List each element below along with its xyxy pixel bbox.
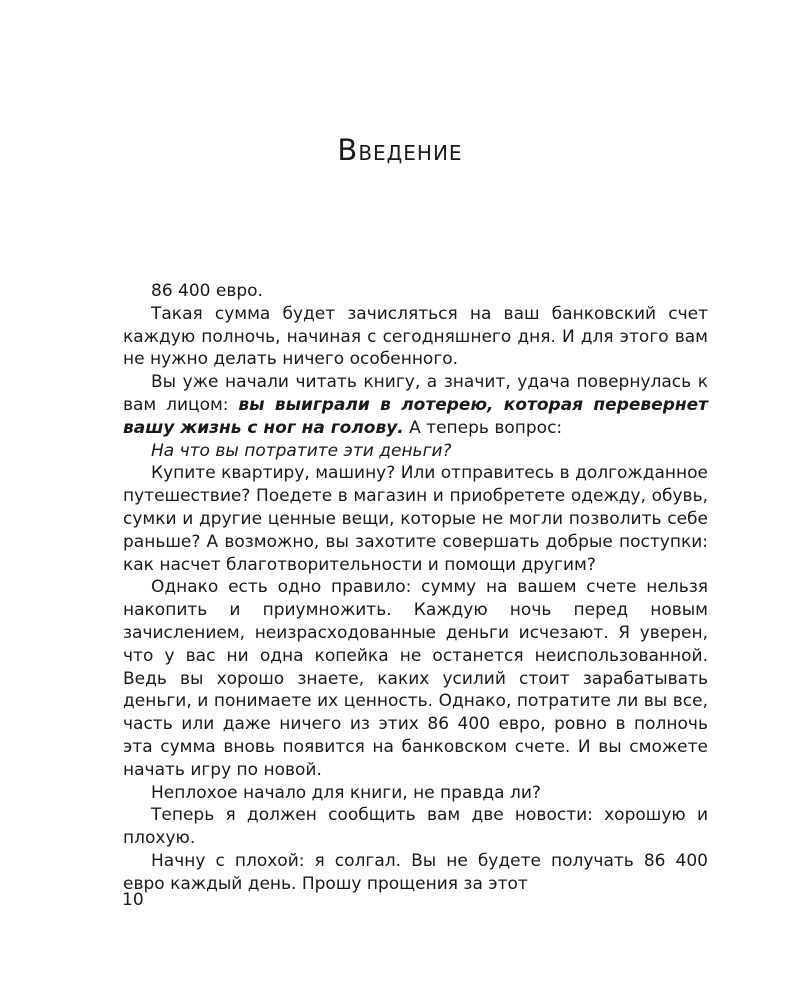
- paragraph: Теперь я должен сообщить вам две новости: хорошую и плохую.: [123, 805, 708, 849]
- paragraph: 86 400 евро.: [151, 281, 263, 301]
- paragraph-question: [123, 440, 708, 463]
- paragraph-text: Вы уже начали читать книгу, а значит, удача повернулась к вам лицом:: [123, 372, 708, 415]
- paragraph-text: А теперь вопрос:: [403, 417, 563, 438]
- italic-question: На что вы потратите эти деньги?: [151, 440, 452, 461]
- paragraph: [123, 371, 708, 439]
- body-text: [123, 280, 708, 896]
- paragraph: Купите квартиру, машину? Или отправитесь в долгожданное путешествие? Поедете в магазин и приобретете одежду, обувь, сумки и другие ценные вещи, которые не могли позволить себе раньше? А возможно, вы захотите совершать добрые поступки: как насчет благотворительности и помощи другим?: [123, 463, 708, 575]
- paragraph: Такая сумма будет зачисляться на ваш банковский счет каждую полночь, начиная с сегодняшнего дня. И для этого вам не нужно делать ничего особенного.: [123, 303, 708, 370]
- chapter-title: Введение: [337, 133, 463, 167]
- paragraph: Однако есть одно правило: сумму на вашем счете нельзя накопить и приумножить. Каждую ночь перед новым зачислением, неизрасходованные деньги исчезают. Я уверен, что у вас ни одна копейка не останется неиспользованной. Ведь вы хорошо знаете, каких усилий стоит зарабатывать деньги, и понимаете их ценность. Однако, потратите ли вы все, часть или даже ничего из этих 86 400 евро, ровно в полночь эта сумма вновь появится на банковском счете. И вы сможете начать игру по новой.: [123, 577, 708, 780]
- paragraph: Неплохое начало для книги, не правда ли?: [151, 782, 541, 803]
- paragraph: Начну с плохой: я солгал. Вы не будете получать 86 400 евро каждый день. Прошу прощения за этот: [123, 850, 708, 894]
- page-number: 10: [122, 890, 144, 910]
- emphasized-text: вы выиграли в лотерею, которая перевернет вашу жизнь с ног на голову.: [123, 394, 708, 438]
